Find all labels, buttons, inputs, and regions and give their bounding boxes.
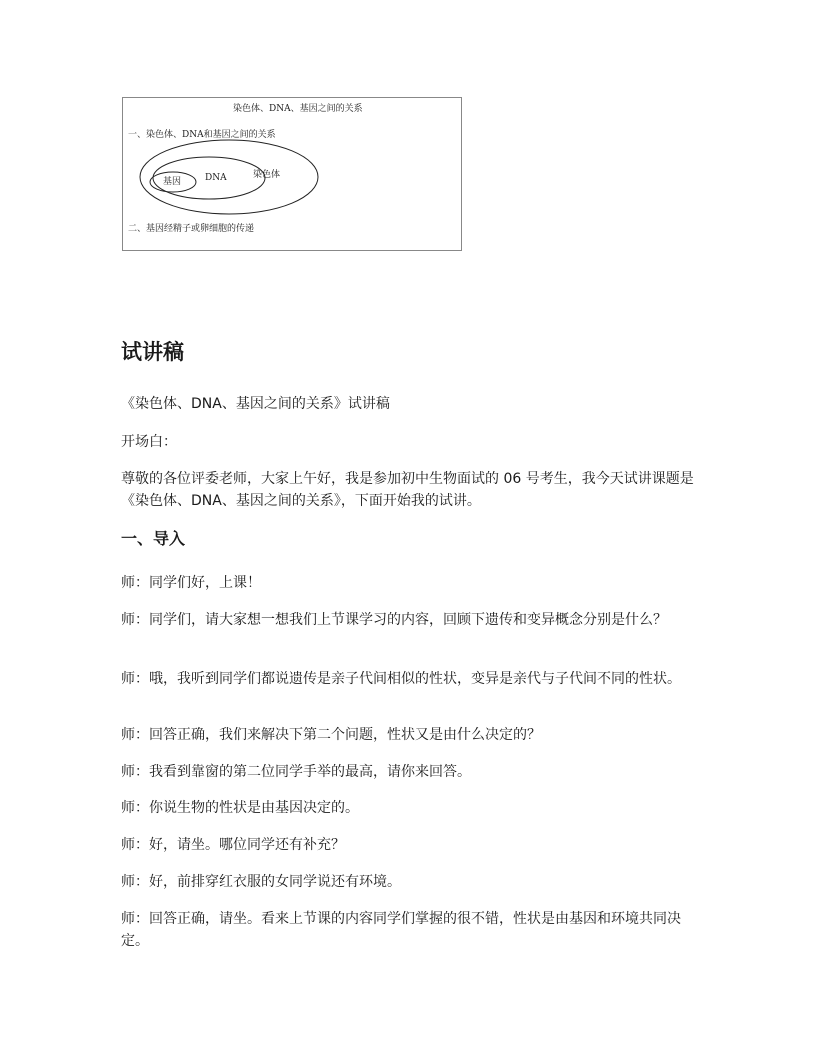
label-dna: DNA — [205, 173, 227, 183]
dialogue-line: 师：哦，我听到同学们都说遗传是亲子代间相似的性状，变异是亲代与子代间不同的性状。 — [121, 671, 681, 687]
dialogue-line: 师：同学们好，上课！ — [121, 575, 261, 591]
dialogue-line: 师：你说生物的性状是由基因决定的。 — [121, 800, 359, 816]
dialogue-line: 师：我看到靠窗的第二位同学手举的最高，请你来回答。 — [121, 764, 471, 780]
section-heading-intro: 一、导入 — [121, 529, 186, 548]
label-gene: 基因 — [163, 177, 182, 187]
opening-label: 开场白： — [121, 434, 177, 450]
figure-section2: 二、基因经精子或卵细胞的传递 — [128, 224, 255, 234]
dialogue-line: 师：回答正确，请坐。看来上节课的内容同学们掌握的很不错，性状是由基因和环境共同决定。 — [121, 911, 681, 949]
figure-section1: 一、染色体、DNA和基因之间的关系 — [128, 130, 276, 140]
dialogue-line: 师：同学们，请大家想一想我们上节课学习的内容，回顾下遗传和变异概念分别是什么？ — [121, 612, 667, 628]
relationship-diagram — [122, 97, 462, 251]
label-chromosome: 染色体 — [253, 170, 281, 180]
subtitle: 《染色体、DNA、基因之间的关系》试讲稿 — [121, 396, 390, 412]
figure-title: 染色体、DNA、基因之间的关系 — [233, 104, 363, 114]
dialogue-line: 师：回答正确，我们来解决下第二个问题，性状又是由什么决定的？ — [121, 727, 541, 743]
dialogue-line: 师：好，请坐。哪位同学还有补充？ — [121, 837, 345, 853]
page-title: 试讲稿 — [121, 340, 184, 364]
opening-text: 尊敬的各位评委老师，大家上午好，我是参加初中生物面试的 06 号考生，我今天试讲课题是《染色体、DNA、基因之间的关系》，下面开始我的试讲。 — [121, 471, 694, 509]
dialogue-line: 师：好，前排穿红衣服的女同学说还有环境。 — [121, 874, 401, 890]
